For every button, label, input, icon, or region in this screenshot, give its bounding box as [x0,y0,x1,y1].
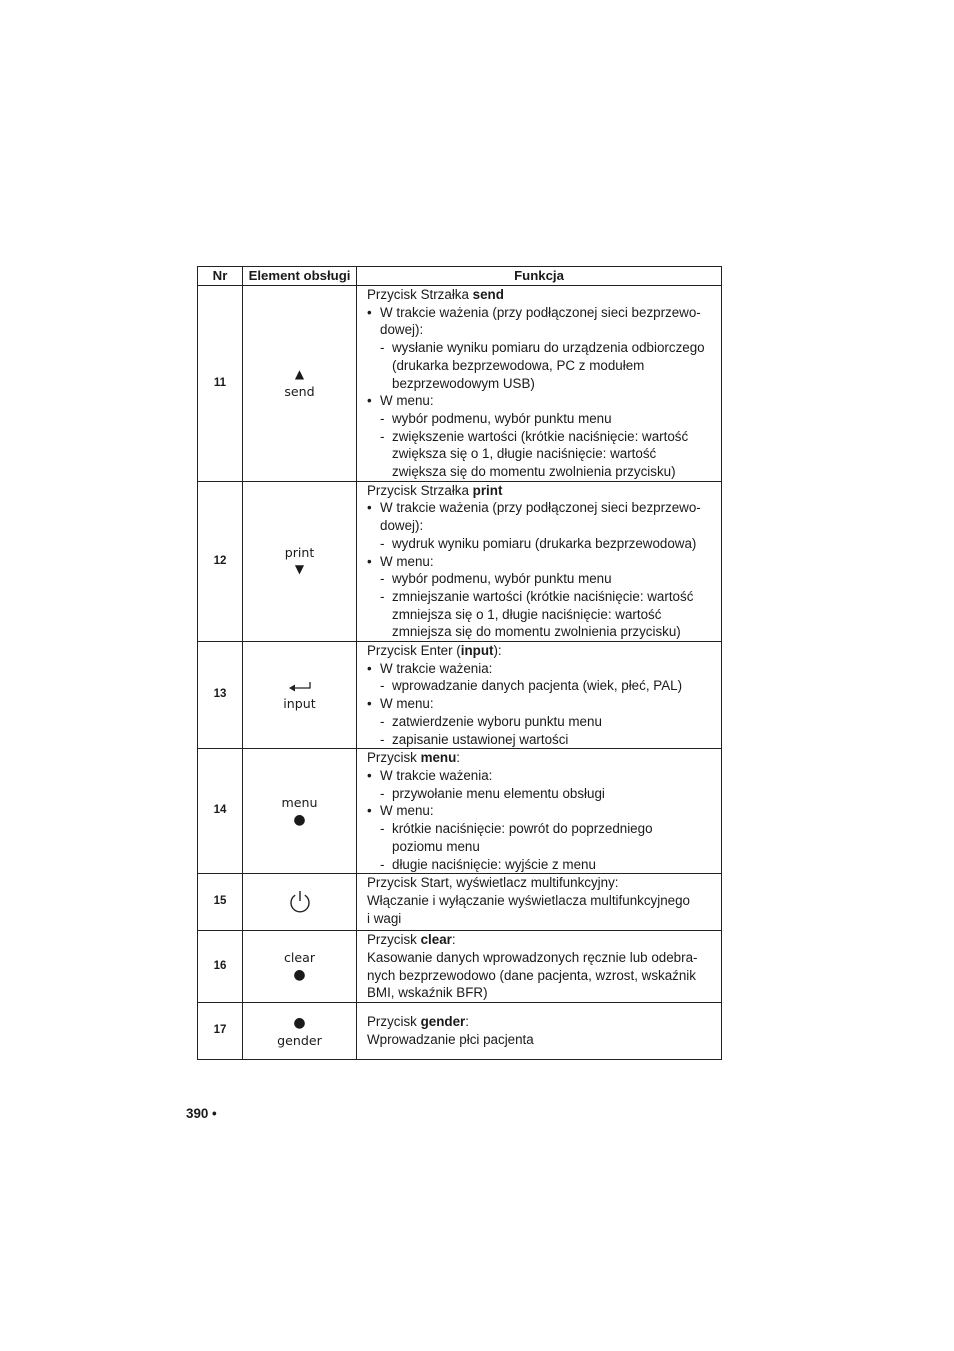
title-prefix: Przycisk [367,750,421,766]
dash-continuation: (drukarka bezprzewodowa, PC z modułem [392,357,645,373]
table-row [198,642,722,749]
page-number: 390 • [186,1106,217,1121]
title-prefix: Przycisk [367,932,421,948]
row-number: 13 [198,642,243,749]
bullet-item: • W menu: [367,695,717,713]
control-function [357,874,722,931]
control-function [357,931,722,1003]
dash-continuation: zwiększa się o 1, długie naciśnięcie: wartość [392,446,657,462]
control-element [243,286,357,482]
function-title [367,642,717,660]
title-keyword: menu [420,750,457,766]
title-prefix: Przycisk Strzałka [367,482,473,498]
dash-item: - wysłanie wyniku pomiaru do urządzenia odbiorczego [367,339,717,357]
dot-icon: ● [293,1014,306,1031]
bullet-item: • W trakcie ważenia (przy podłączonej sieci bezprzewo- [367,499,717,517]
control-label: menu [281,794,318,810]
table-row [198,1003,722,1060]
header-function: Funkcja [357,267,722,286]
row-number: 17 [198,1003,243,1060]
control-function [357,749,722,874]
function-title [367,1013,717,1031]
title-suffix: ): [493,643,502,659]
title-suffix: : [451,932,456,948]
title-suffix: : [465,1014,469,1030]
control-function [357,642,722,749]
table-row [198,481,722,641]
table-row [198,749,722,874]
control-label: clear [283,950,316,966]
row-number: 14 [198,749,243,874]
row-number: 12 [198,481,243,641]
text-line: Włączanie i wyłączanie wyświetlacza multifunkcyjnego [367,892,690,908]
table-header-row [198,267,722,286]
control-element [243,749,357,874]
text-line: Przycisk Start, wyświetlacz multifunkcyjny: [367,875,619,891]
row-number: 16 [198,931,243,1003]
table-row [198,931,722,1003]
dash-item: - wybór podmenu, wybór punktu menu [367,570,717,588]
text-line: Wprowadzanie płci pacjenta [367,1032,534,1048]
control-function [357,286,722,482]
bullet-continuation: dowej): [380,322,424,338]
title-prefix: Przycisk [367,1014,421,1030]
control-label: send [284,384,315,400]
text-line: nych bezprzewodowo (dane pacjenta, wzrost, wskaźnik [367,967,696,983]
dot-icon: ● [293,967,306,984]
dash-continuation: bezprzewodowym USB) [392,375,535,391]
text-line: i wagi [367,910,402,926]
arrow-up-icon: ▲ [294,367,305,382]
bullet-item: • W menu: [367,553,717,571]
dash-continuation: poziomu menu [392,838,480,854]
dash-item: - wydruk wyniku pomiaru (drukarka bezprzewodowa) [367,535,717,553]
bullet-item: • W trakcie ważenia (przy podłączonej sieci bezprzewo- [367,304,717,322]
table-row [198,874,722,931]
table-row [198,286,722,482]
title-keyword: input [460,643,494,659]
header-element: Element obsługi [243,267,357,286]
header-nr: Nr [198,267,243,286]
arrow-down-icon: ▼ [294,562,305,577]
enter-arrow-icon [243,678,356,695]
title-keyword: print [472,482,503,498]
dash-item: - zatwierdzenie wyboru punktu menu [367,713,717,731]
function-title [367,749,717,767]
dash-item: - wprowadzanie danych pacjenta (wiek, płeć, PAL) [367,677,717,695]
dash-item: - wybór podmenu, wybór punktu menu [367,410,717,428]
bullet-continuation: dowej): [380,518,424,534]
title-keyword: send [472,287,504,302]
control-label: input [283,696,316,712]
bullet-item: • W menu: [367,392,717,410]
control-element [243,874,357,931]
title-suffix: : [456,750,461,766]
control-element [243,1003,357,1060]
dash-continuation: zmniejsza się o 1, długie naciśnięcie: wartość [392,606,662,622]
dash-continuation: zmniejsza się do momentu zwolnienia przycisku) [392,624,681,640]
control-element [243,642,357,749]
dash-item: - krótkie naciśnięcie: powrót do poprzedniego [367,820,717,838]
title-keyword: clear [420,932,452,948]
row-number: 15 [198,874,243,931]
dot-icon: ● [293,811,306,828]
dash-item: - długie naciśnięcie: wyjście z menu [367,856,717,874]
controls-table [197,266,722,1060]
title-prefix: Przycisk Enter ( [367,643,461,659]
dash-item: - zwiększenie wartości (krótkie naciśnięcie: wartość [367,428,717,446]
title-prefix: Przycisk Strzałka [367,287,473,302]
function-title [367,286,717,304]
dash-item: - zapisanie ustawionej wartości [367,731,717,749]
control-label: print [284,545,315,561]
dash-item: - przywołanie menu elementu obsługi [367,785,717,803]
bullet-item: • W trakcie ważenia: [367,767,717,785]
text-line: Kasowanie danych wprowadzonych ręcznie lub odebra- [367,949,698,965]
control-function [357,1003,722,1060]
function-title [367,931,717,949]
power-icon [243,889,356,915]
row-number: 11 [198,286,243,482]
function-title [367,482,717,500]
bullet-item: • W menu: [367,802,717,820]
control-element [243,481,357,641]
text-line: BMI, wskaźnik BFR) [367,985,488,1001]
control-label: gender [277,1032,322,1048]
bullet-item: • W trakcie ważenia: [367,660,717,678]
title-keyword: gender [420,1014,466,1030]
dash-continuation: zwiększa się do momentu zwolnienia przycisku) [392,464,676,480]
control-element [243,931,357,1003]
dash-item: - zmniejszanie wartości (krótkie naciśnięcie: wartość [367,588,717,606]
control-function [357,481,722,641]
